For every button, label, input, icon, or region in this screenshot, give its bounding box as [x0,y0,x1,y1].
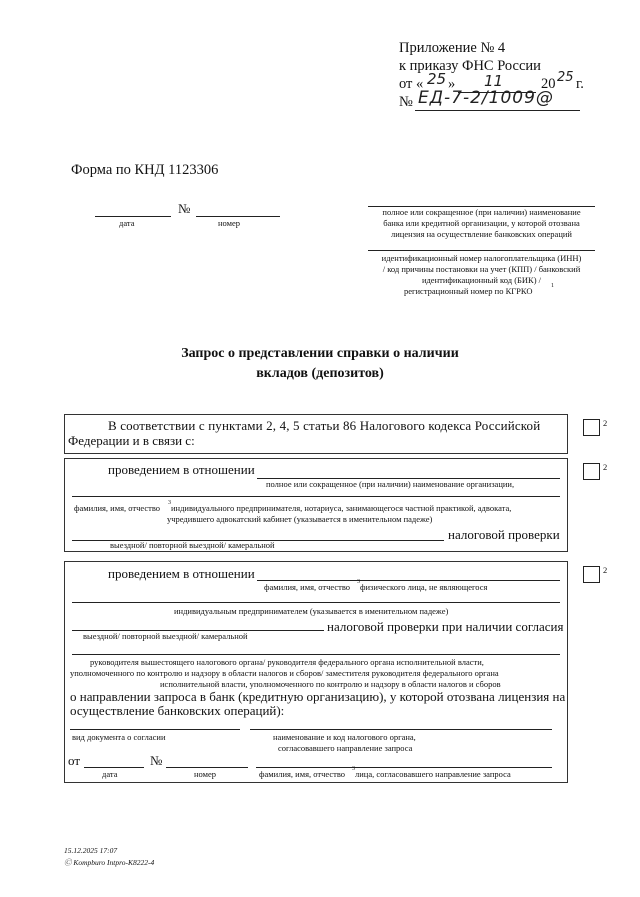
section-3-cap-1-sup: 3 [357,579,360,585]
section-3-person-cap: фамилия, имя, отчество [259,769,346,779]
section-2-cap-2-sup: 3 [168,500,171,506]
section-3-person-cap-sup: 3 [352,766,355,772]
bank-caption-1: полное или сокращенное (при наличии) наименование [382,207,581,217]
section-3-lead: проведением в отношении [108,566,255,581]
bank-caption-2: банка или кредитной организации, у которой отозвана [383,218,580,228]
section-3-mark: 2 [603,565,608,575]
section-3-cap-5: уполномоченного по контролю и надзору в области налогов и сборов/ заместителя руководителя федерального органа [70,668,499,678]
id-caption-2: / код причины постановки на учет (КПП) / банковский [382,264,581,274]
section-3-doc-line [70,729,240,730]
section-3-cap-4: руководителя вышестоящего налогового органа/ руководителя федерального органа исполнительной власти, [90,657,484,667]
id-caption-1: идентификационный номер налогоплательщика (ИНН) [381,253,582,263]
section-1-line-2: Федерации и в связи с: [68,433,195,448]
number-line [196,216,280,217]
section-2-checkbox[interactable] [583,463,600,480]
order-number-sign: № [399,94,413,110]
print-timestamp: 15.12.2025 17:07 [64,846,118,855]
section-3-number-caption: номер [194,769,217,779]
section-3-para-2: осуществление банковских операций): [70,703,285,718]
section-2-cap-4: выездной/ повторной выездной/ камеральной [110,540,275,550]
appendix-label: Приложение № 4 [399,40,506,56]
order-year-suffix: 25 [557,70,574,85]
order-number-value: ЕД-7-2/1009@ [418,88,554,108]
print-system-stamp: Ⓒ Kompburo Intpro-K8222-4 [64,858,155,867]
section-3-cap-1a: фамилия, имя, отчество [264,582,351,592]
date-caption: дата [119,218,135,228]
document-title-2: вкладов (депозитов) [256,366,384,381]
section-3-name-line [72,602,560,603]
order-year-g: г. [576,76,584,92]
section-3-person-line [257,580,560,581]
section-3-ot: от [68,753,81,768]
section-2-cap-3: учредившего адвокатский кабинет (указывается в именительном падеже) [167,514,433,524]
date-line [95,216,171,217]
section-3-person-cap-tail: лица, согласовавшего направление запроса [355,769,511,779]
document-title-1: Запрос о представлении справки о наличии [181,346,459,361]
form-code: Форма по КНД 1123306 [71,162,219,178]
section-3-num-sign: № [150,753,163,768]
id-caption-3: идентификационный код (БИК) / [421,275,542,285]
number-caption: номер [218,218,241,228]
section-3-number-line [166,767,248,768]
order-year-prefix: 20 [541,76,556,92]
section-1-checkbox[interactable] [583,419,600,436]
section-3-org-cap-1: наименование и код налогового органа, [273,732,416,742]
section-2-cap-2b: индивидуального предпринимателя, нотариуса, занимающегося частной практикой, адвоката, [171,503,512,513]
section-3-official-line [72,654,560,655]
bank-caption-3: лицензия на осуществление банковских операций [391,229,572,239]
section-2-cap-1: полное или сокращенное (при наличии) наименование организации, [266,479,515,489]
order-reference: к приказу ФНС России [399,58,541,74]
section-1-mark: 2 [603,418,608,428]
section-3-date-caption: дата [102,769,118,779]
section-1-line-1: В соответствии с пунктами 2, 4, 5 статьи 86 Налогового кодекса Российской [108,418,541,433]
section-3-para-1: о направлении запроса в банк (кредитную организацию), у которой отозвана лицензия на [70,689,566,704]
number-sign: № [178,201,191,216]
section-2-tail: налоговой проверки [448,527,560,542]
section-3-tail: налоговой проверки при наличии согласия [327,619,564,634]
section-3-cap-2: индивидуальным предпринимателем (указывается в именительном падеже) [174,606,449,616]
section-2-name-line [72,496,560,497]
order-date-day: 25 [427,70,447,88]
id-caption-4: регистрационный номер по КГРКО [404,286,533,296]
id-caption-4-sup: 1 [551,283,554,289]
section-3-org-cap-2: согласовавшего направление запроса [278,743,413,753]
section-3-person-sign-line [256,767,552,768]
identifiers-line [368,250,595,251]
section-3-org-line [250,729,552,730]
section-2-cap-2a: фамилия, имя, отчество [74,503,161,513]
section-3-doc-caption: вид документа о согласии [72,732,166,742]
order-number-line [415,110,580,111]
section-2-mark: 2 [603,462,608,472]
section-3-cap-3: выездной/ повторной выездной/ камеральной [83,631,248,641]
section-3-cap-1b: физического лица, не являющегося [360,582,488,592]
order-date-prefix: от « [399,76,424,92]
order-date-close: » [448,76,456,92]
section-3-date-line [84,767,144,768]
section-2-lead: проведением в отношении [108,462,255,477]
order-date-month: 11 [484,72,504,90]
section-3-checkbox[interactable] [583,566,600,583]
section-3-cap-6: исполнительной власти, уполномоченного по контролю и надзору в области налогов и сборов [160,679,501,689]
